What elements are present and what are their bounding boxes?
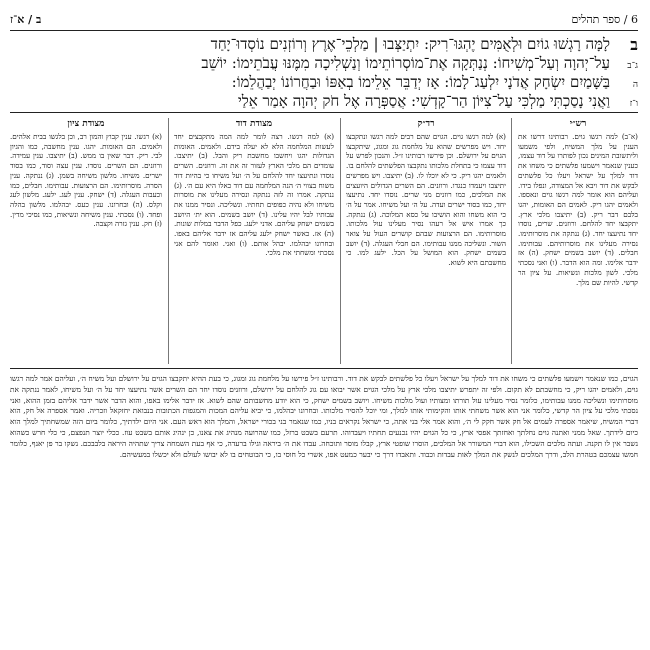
bottom-commentary bbox=[10, 374, 638, 642]
column-text: (א) למה רגשו גוים. הגוים שהם רבים למה רגשו ונתקבצו יחד. ויש מפרשים שהוא על מלחמת גוג ומגוג, שיתקבצו הגוים על ירושלם. וכן פירשו רבותינו ז״ל. והנכון לפרש על דוד עצמו כי בתחלת מלכותו נתקבצו הפלשתים להלחם בו. ולאמים יהגו ריק. כי לא יוכלו לו. (ב) יתיצבו. ויש מפרשים יתיצבו ויעמדו כנגדו. ורוזנים. הם השרים הגדולים היועצים את המלכים, כמו רוזנים מני שרים. נוסדו יחד. נתיעצו יחד, כמו בסוד ישרים ועדה. על ה׳ ועל משיחו. אמר על ה׳ כי הוא משחו והוא הושיבו על כסא המלוכה. (ג) ננתקה. כך אמרו איש אל רעהו נסיר מעלינו עול מלכותו. מוסרותימו. הם הרצועות שבהם קושרים העול על צואר השור. ונשליכה ממנו עבותימו. הם חבלי העגלה. (ד) יושב בשמים ישחק. הוא המושל על הכל. ילעג למו. כי מחשבתם היא לשוא. bbox=[346, 132, 506, 268]
column-heading: מצודת ציון bbox=[67, 119, 105, 129]
commentary-columns bbox=[10, 118, 638, 364]
verse-line bbox=[10, 54, 638, 72]
column-heading: מצודת דוד bbox=[235, 119, 273, 129]
verse-number: ו־ז bbox=[629, 99, 638, 109]
verse-text: לָמָּה רָגְשׁוּ גוֹיִם וּלְאֻמִּים יֶהְגּוּ־רִיק: יִתְיַצְּבוּ | מַלְכֵי־אֶרֶץ וְרוֹזְנִים נוֹסְדוּ־יָחַד bbox=[210, 35, 610, 53]
column-heading: רש״י bbox=[569, 119, 587, 129]
rashi-column bbox=[518, 118, 638, 364]
divider bbox=[10, 368, 638, 369]
verse-block bbox=[10, 35, 638, 111]
chapter-letter: ב bbox=[630, 35, 638, 54]
metzudat-zion-column bbox=[10, 118, 162, 364]
page bbox=[10, 8, 638, 642]
verse-line bbox=[10, 92, 638, 110]
page-header bbox=[10, 8, 638, 31]
chapter-reference: ב / א־ז bbox=[10, 12, 42, 26]
verse-number: ג־ב bbox=[627, 61, 638, 71]
verse-number: ה bbox=[632, 80, 638, 90]
metzudat-david-column bbox=[168, 118, 334, 364]
verse-text: בַּשָּׁמַיִם יִשְׂחָק אֲדֹנָי יִלְעַג־לָמוֹ: אָז יְדַבֵּר אֵלֵימוֹ בְאַפּוֹ וּבַחֲרוֹנוֹ יְבַהֲלֵמוֹ: bbox=[231, 73, 610, 91]
verse-text: עַל־יְהוָה וְעַל־מְשִׁיחוֹ: נְנַתְּקָה אֶת־מוֹסְרוֹתֵימוֹ וְנַשְׁלִיכָה מִמֶּנּוּ עֲבֹתֵימוֹ: יוֹשֵׁב bbox=[201, 54, 610, 72]
divider bbox=[10, 112, 638, 113]
bottom-commentary-text: הגוים, כמו שנאמר וישמעו פלשתים כי משחו את דוד למלך על ישראל ויעלו כל פלשתים לבקש את דוד. ורבותינו ז״ל פירשו על מלחמת גוג ומגוג, כי בעת ההיא יתקבצו הגוים על ירושלם ועל משיח ה׳, ועליהם אמר למה רגשו גוים, ולאמים יהגו ריק, כי מחשבתם לא תקום. ולפי זה יתפרש יתיצבו מלכי ארץ על מלכי הגוים אשר יבואו עם גוג להלחם על ירושלם, ורוזנים נוסדו יחד הם השרים אשר נתיעצו יחד על ה׳ ועל משיחו, לאמר ננתקה את מוסרותימו ונשליכה ממנו עבותימו, כלומר נסיר מעלינו עול תורתו ומצותיו ועול מלכות משיחו. ויושב בשמים ישחק, כי הוא יודע מחשבותם שהם לשוא. אז ידבר אלימו באפו, והוא הדבר אשר ידבר אליהם בזמן ההוא, ואני נסכתי מלכי על ציון הר קדשי, כלומר אני הוא אשר משחתי אותו והקימותי אותו למלך, ומי יוכל להסיר מלכותו. ובחרונו יבהלמו, כי יביא עליהם המכות והמגפות הכתובות בנבואת יחזקאל וזכריה. ואמר אספרה אל חק, הוא דברי המשיח, שיאמר אספרה לעמים אל חק אשר חקק לי ה׳, והוא אמר אלי בני אתה, כי ישראל נקראים בניו, כמו שנאמר בני בכורי ישראל, והמלך הוא ראש העם. אני היום ילדתיך, כלומר ביום הזה שמשחתיך למלך הוא כיום לידתך. שאל ממני ואתנה גוים נחלתך ואחזתך אפסי ארץ, כי כל הגוים יהיו נכנעים תחתיו ויעבדוהו. תרעם בשבט ברזל, כמו שהרועה מנהיג את צאנו, כן ינהיג אותם בשבט עוז. ככלי יוצר תנפצם, כי כלי חרש כשהוא נשבר אין לו תקנה. ועתה מלכים השכילו, הוא דברי המשורר אל המלכים, הוסרו שופטי ארץ, קבלו מוסר ותוכחה. עבדו את ה׳ ביראה וגילו ברעדה, כי אף בעת השמחה צריך שתהיה היראה בלבבכם. נשקו בר פן יאנף, כלומר חמשו עצמכם בטהרת הלב, ודרך המלכים לנשק את המלך לאות עבדות וכבוד. ותאבדו דרך כי יבער כמעט אפו, אשרי כל חוסי בו, כי הבוטחים בו לא יבושו לעולם ולא יכשלו במעשיהם. bbox=[10, 374, 638, 459]
column-text: (א־ב) למה רגשו גוים. רבותינו דרשו את הענין על מלך המשיח, ולפי משמעו וליתשובת המינים נכון לפותרו על דוד עצמו, כענין שנאמר וישמעו פלשתים כי משחו את דוד למלך על ישראל ויעלו כל פלשתים לבקש את דוד ויבא אל המצודה, ונפלו בידו. ועליהם הוא אומר למה רגשו גוים ונאספו. ולאמים יהגו ריק. לאמים הם האומות, יהגו בלבם דבר ריק. (ב) יתיצבו מלכי ארץ. יתקבצו יחד להלחם. ורוזנים. שרים, נוסדו יחד נתיעצו יחד. (ג) ננתקה את מוסרותימו. נסירה מעלינו את מוסרותיהם. עבותימו. חבלים. (ד) יושב בשמים ישחק. (ה) אז ידבר אלימו. ומה הוא הדבר. (ו) ואני נסכתי מלכי. לשון מלכות ונשיאות. על ציון הר קדשי. להיות שם מלך. bbox=[518, 132, 638, 287]
verse-line bbox=[10, 35, 638, 53]
verse-line bbox=[10, 73, 638, 91]
column-heading: רד״ק bbox=[417, 119, 435, 129]
radak-column bbox=[340, 118, 512, 364]
verse-text: וַאֲנִי נָסַכְתִּי מַלְכִּי עַל־צִיּוֹן הַר־קָדְשִׁי: אֲסַפְּרָה אֶל חֹק יְהוָה אָמַר אֵלַי bbox=[237, 92, 610, 110]
column-text: (א) למה רגשו. רצה לומר למה המה מתקבצים יחד לעשות המלחמה הלא לא יעלה בידם. ולאמים. האומות הגדולות יהגו ויחשבו מחשבת ריק והבל. (ב) יתיצבו. עומדים הם מלכי הארץ לעזור זה את זה. ורוזנים. השרים נוסדו ונתיעצו יחד להלחם על ה׳ ועל משיחו כי בהיות דוד משוח בצווי ה׳ הנה המלחמה עם דוד כאלו היא עם ה׳. (ג) ננתקה. אמרו זה לזה ננתקה ונסירה מעלינו את מוסרות משיחו ולא נהיה כפופים תחתיו. ונשליכה. ונסיר ממנו את עבותיו לבל יהיו עלינו. (ד) יושב בשמים. הוא ית׳ היושב בשמים ישחק עליהם. אדני ילעג. כפל הדבר במלות שונות. (ה) אז. כאשר ישחק ילעג עליהם אז ידבר אליהם באפו. ובחרונו יבהלמו. יבהל אותם. (ו) ואני. ואומר להם אני נסכתי ומשחתי את מלכי. bbox=[174, 132, 334, 258]
column-text: (א) רגשו. ענין קבוץ והמון רב, וכן בלגשו בבית אלהים. ולאמים. הם האומות. יהגו. ענין מחשבה, כמו והגיון לבי. ריק. דבר שאין בו ממש. (ב) יתיצבו. ענין עמידה. ורוזנים. הם השרים. נוסדו. ענין עצה וסוד, כמו בסוד ישרים. משיחו. מלשון משיחה בשמן. (ג) ננתקה. ענין הסרה. מוסרותימו. הם הרצועות. עבותימו. חבלים, כמו וכעבות העגלה. (ד) ישחק. ענין לעג. ילעג. מלשון לעג וקלס. (ה) ובחרונו. ענין כעס. יבהלמו. מלשון בהלה ופחד. (ו) נסכתי. ענין משיחה ונשיאות, כמו נסיכי מדין. (ז) חק. ענין גזרה וקצבה. bbox=[10, 132, 162, 229]
page-book-title: 6 / ספר תהלים bbox=[571, 12, 638, 26]
